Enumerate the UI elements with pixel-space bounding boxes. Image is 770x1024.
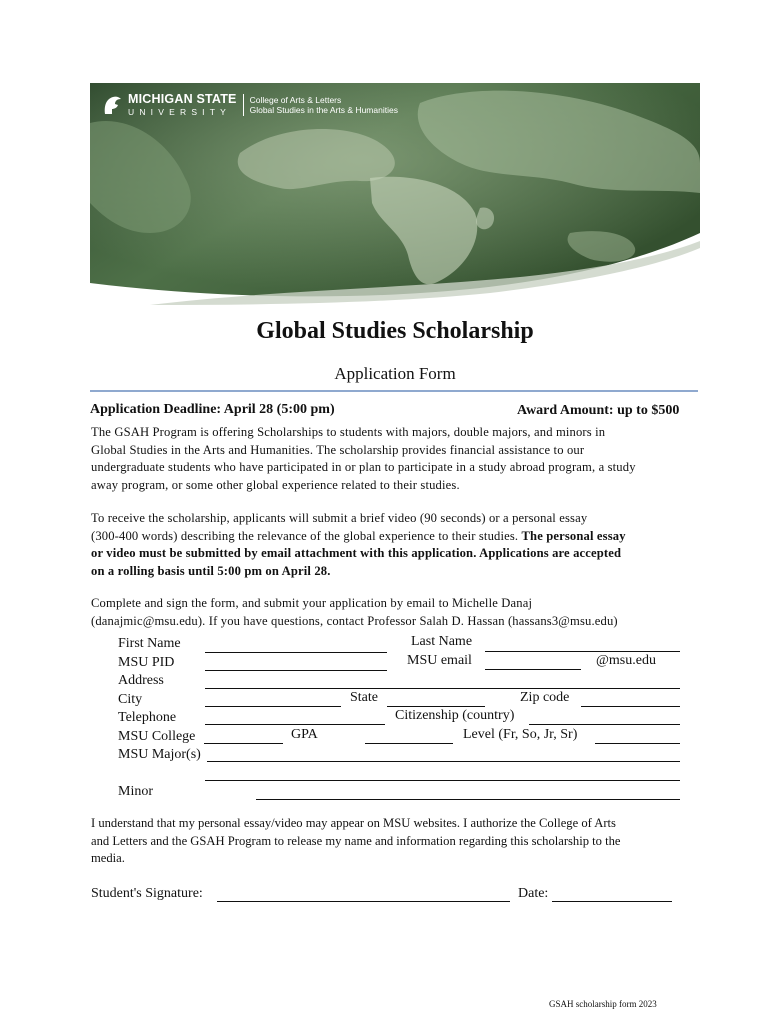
msu-college-field[interactable] <box>204 743 283 744</box>
spartan-helmet-icon <box>102 94 122 116</box>
msu-pid-label: MSU PID <box>118 655 175 670</box>
university-name-line1: MICHIGAN STATE <box>128 92 237 106</box>
award-amount: Award Amount: up to $500 <box>517 403 680 418</box>
msu-logo <box>102 93 398 116</box>
logo-divider <box>243 94 244 116</box>
email-domain-label: @msu.edu <box>596 653 656 668</box>
level-label: Level (Fr, So, Jr, Sr) <box>463 727 578 742</box>
first-name-field[interactable] <box>205 652 387 653</box>
msu-email-label: MSU email <box>407 653 472 668</box>
msu-majors-label: MSU Major(s) <box>118 747 201 762</box>
state-field[interactable] <box>387 706 485 707</box>
gpa-label: GPA <box>291 727 318 742</box>
majors-field-line1[interactable] <box>207 761 680 762</box>
university-name-line2: UNIVERSITY <box>128 106 232 117</box>
page-title: Global Studies Scholarship <box>256 318 534 344</box>
signature-field[interactable] <box>217 901 510 902</box>
date-label: Date: <box>518 886 549 901</box>
signature-label: Student's Signature: <box>91 886 203 901</box>
level-field[interactable] <box>595 743 680 744</box>
first-name-label: First Name <box>118 636 181 651</box>
consent-statement: I understand that my personal essay/video may appear on MSU websites. I authorize the College of Arts and Letters and the GSAH Program to release my name and information regarding this scholarship to the media. <box>91 816 621 865</box>
zip-code-field[interactable] <box>581 706 680 707</box>
telephone-label: Telephone <box>118 710 177 725</box>
footer-note: GSAH scholarship form 2023 <box>549 999 657 1009</box>
application-deadline: Application Deadline: April 28 (5:00 pm) <box>90 402 335 417</box>
college-name: College of Arts & Letters <box>249 94 342 105</box>
requirements-paragraph: To receive the scholarship, applicants will submit a brief video (90 seconds) or a personal essay (300-400 words) describing the relevance of the global experience to their studies. The personal essay or video must be submitted by email attachment with this application. Applications are accepted on a rolling basis until 5:00 pm on April 28. <box>91 511 626 578</box>
zip-code-label: Zip code <box>520 690 570 705</box>
date-field[interactable] <box>552 901 672 902</box>
city-field[interactable] <box>205 706 341 707</box>
last-name-field[interactable] <box>485 651 680 652</box>
intro-paragraph: The GSAH Program is offering Scholarships to students with majors, double majors, and minors in Global Studies in the Arts and Humanities. The scholarship provides financial assistance to our undergraduate students who have participated in or plan to participate in a study abroad program, a study away program, or some other global experience related to their studies. <box>91 425 636 492</box>
submission-paragraph: Complete and sign the form, and submit your application by email to Michelle Danaj (danajmic@msu.edu). If you have questions, contact Professor Salah D. Hassan (hassans3@msu.edu) <box>91 596 618 628</box>
title-divider <box>90 390 698 392</box>
gpa-field[interactable] <box>365 743 453 744</box>
msu-college-label: MSU College <box>118 729 196 744</box>
msu-pid-field[interactable] <box>205 670 387 671</box>
msu-email-field[interactable] <box>485 669 581 670</box>
citizenship-field[interactable] <box>529 724 680 725</box>
address-label: Address <box>118 673 164 688</box>
minor-field[interactable] <box>256 799 680 800</box>
last-name-label: Last Name <box>411 634 473 649</box>
address-field[interactable] <box>205 688 680 689</box>
majors-field-line2[interactable] <box>205 780 680 781</box>
city-label: City <box>118 692 143 707</box>
telephone-field[interactable] <box>205 724 385 725</box>
citizenship-label: Citizenship (country) <box>395 708 515 723</box>
header-banner <box>90 83 700 305</box>
minor-label: Minor <box>118 784 153 799</box>
program-name: Global Studies in the Arts & Humanities <box>249 104 398 115</box>
state-label: State <box>350 690 378 705</box>
page-subtitle: Application Form <box>334 364 456 383</box>
